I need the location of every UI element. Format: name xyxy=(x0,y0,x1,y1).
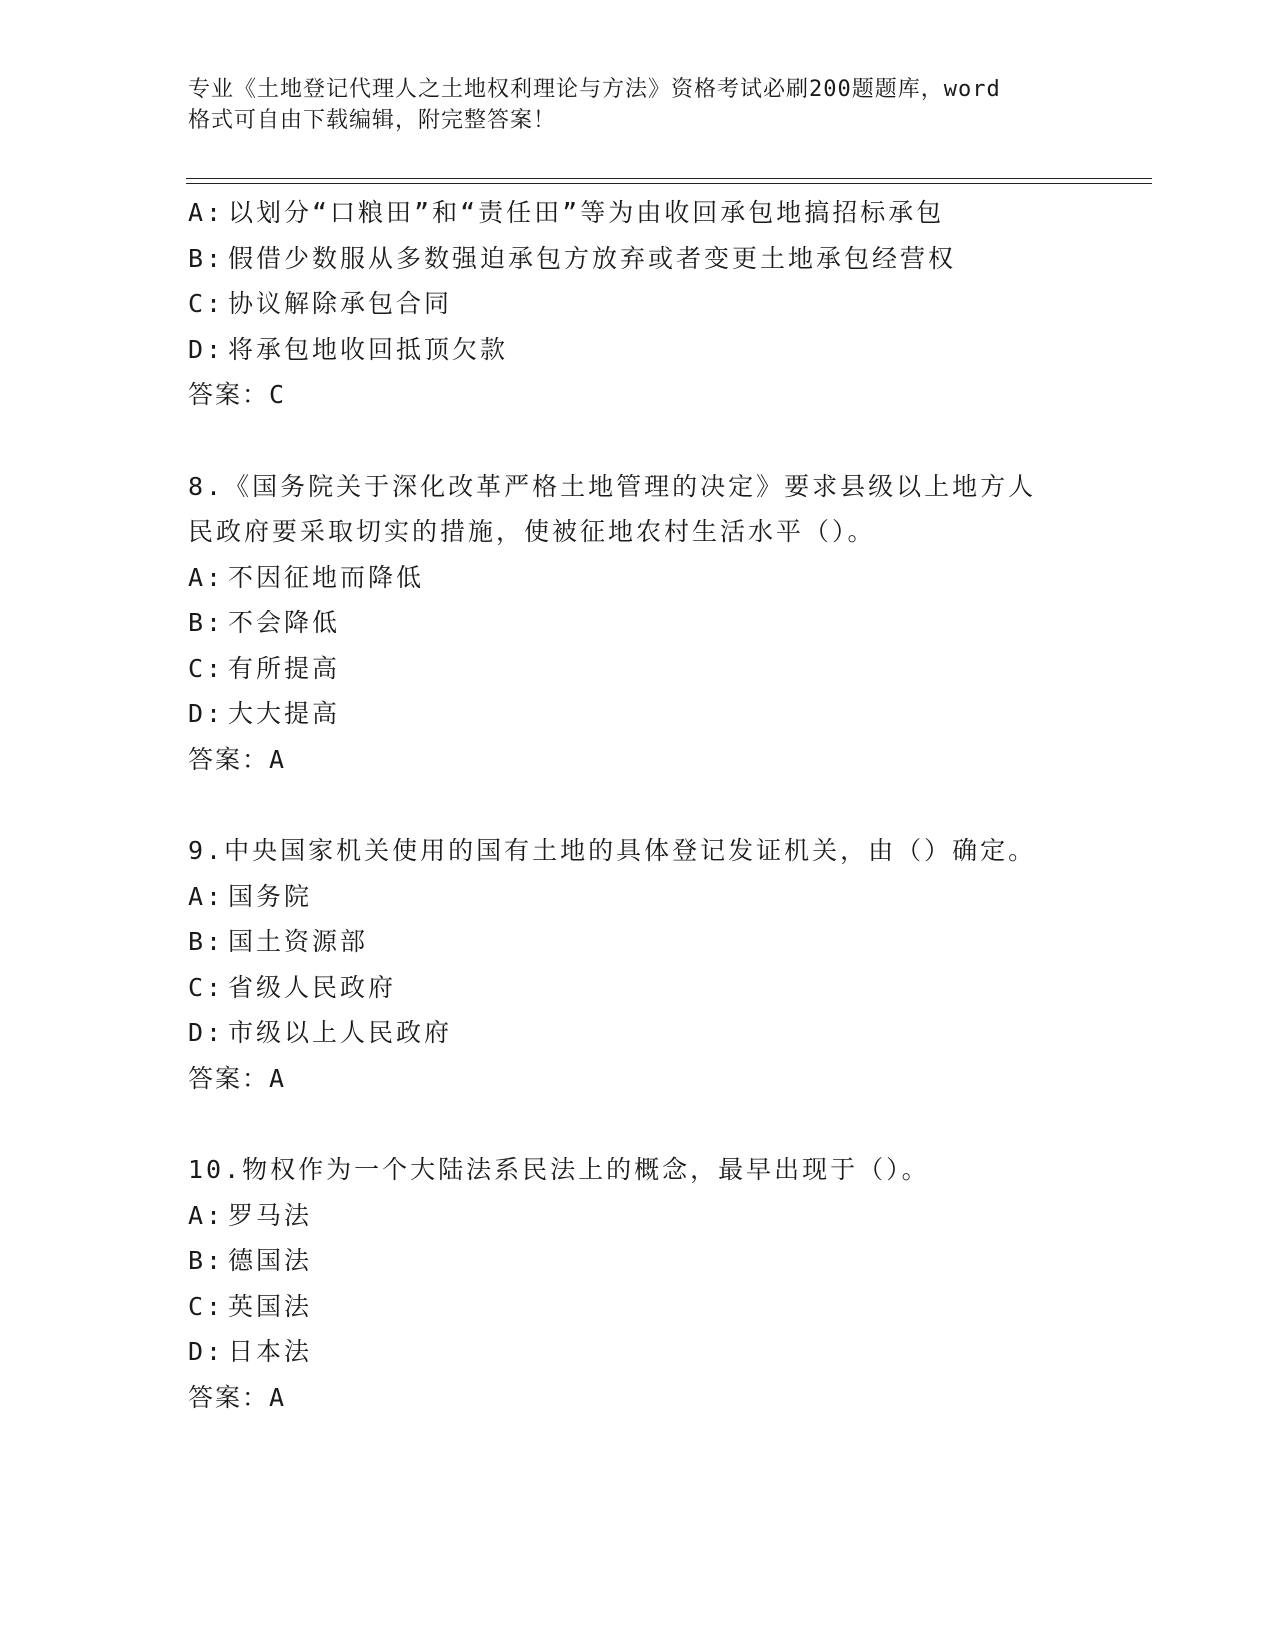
question-stem-continued: 民政府要采取切实的措施，使被征地农村生活水平（）。 xyxy=(188,517,876,546)
header-line-2: 格式可自由下载编辑，附完整答案！ xyxy=(188,108,557,133)
option-b: B: 国土资源部 xyxy=(188,927,369,956)
answer: 答案：A xyxy=(188,1063,287,1093)
option-b: B: 德国法 xyxy=(188,1246,313,1275)
question-9 xyxy=(188,828,1088,1101)
option-d: D: 市级以上人民政府 xyxy=(188,1018,453,1047)
header-line-1: 专业《土地登记代理人之土地权利理论与方法》资格考试必刷200题题库，word xyxy=(188,77,1001,102)
question-7 xyxy=(188,190,1088,418)
question-10 xyxy=(188,1147,1088,1420)
option-d: D: 日本法 xyxy=(188,1337,313,1366)
option-a: A: 不因征地而降低 xyxy=(188,562,425,592)
question-stem: 8.《国务院关于深化改革严格土地管理的决定》要求县级以上地方人 xyxy=(188,471,1037,501)
answer: 答案：C xyxy=(188,380,287,409)
header-divider-top xyxy=(186,178,1152,179)
header-divider-bottom xyxy=(186,183,1152,184)
question-stem: 10.物权作为一个大陆法系民法上的概念，最早出现于（）。 xyxy=(188,1155,930,1184)
option-c: C: 英国法 xyxy=(188,1291,313,1321)
answer: 答案：A xyxy=(188,744,287,774)
option-a: A: 以划分“口粮田”和“责任田”等为由收回承包地搞招标承包 xyxy=(188,198,945,227)
question-8 xyxy=(188,464,1088,783)
document-header xyxy=(188,74,1068,136)
option-c: C: 协议解除承包合同 xyxy=(188,289,453,318)
option-d: D: 将承包地收回抵顶欠款 xyxy=(188,334,509,364)
option-c: C: 有所提高 xyxy=(188,653,341,683)
option-d: D: 大大提高 xyxy=(188,699,341,728)
option-b: B: 假借少数服从多数强迫承包方放弃或者变更土地承包经营权 xyxy=(188,243,957,273)
option-a: A: 国务院 xyxy=(188,881,313,911)
option-c: C: 省级人民政府 xyxy=(188,972,397,1002)
answer: 答案：A xyxy=(188,1382,287,1412)
option-a: A: 罗马法 xyxy=(188,1200,313,1230)
question-stem: 9.中央国家机关使用的国有土地的具体登记发证机关，由（）确定。 xyxy=(188,836,1037,865)
question-list xyxy=(188,190,1088,1420)
option-b: B: 不会降低 xyxy=(188,608,341,637)
